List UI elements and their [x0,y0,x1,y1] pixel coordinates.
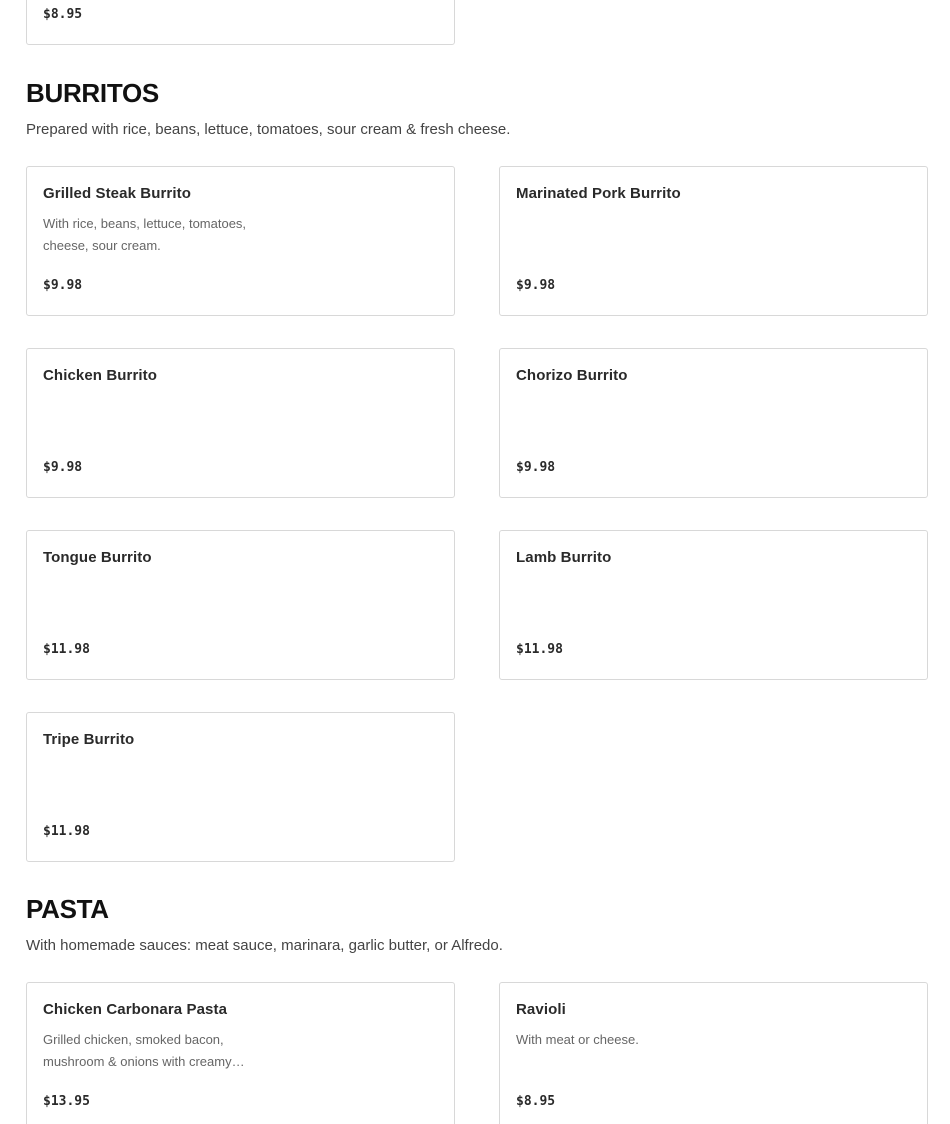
item-price: $8.95 [516,1094,556,1109]
item-description: With rice, beans, lettuce, tomatoes, cheese, sour cream. [43,216,247,253]
menu-item-card[interactable] [26,348,455,498]
menu-item-card[interactable] [26,530,455,680]
item-price: $11.98 [43,824,90,839]
section-title-pasta: PASTA [26,894,109,924]
menu-item-card[interactable] [499,348,928,498]
item-price: $11.98 [516,642,563,657]
item-name: Chicken Carbonara Pasta [43,1001,228,1018]
menu-item-card[interactable] [26,982,455,1124]
menu-item-card[interactable] [26,166,455,316]
section-description-burritos: Prepared with rice, beans, lettuce, tomatoes, sour cream & fresh cheese. [26,121,511,138]
item-name: Chorizo Burrito [516,367,628,384]
menu-item-card[interactable] [26,0,455,45]
item-name: Grilled Steak Burrito [43,185,191,202]
menu-item-card[interactable] [26,712,455,862]
section-description-pasta: With homemade sauces: meat sauce, marinara, garlic butter, or Alfredo. [26,937,503,954]
item-price: $9.98 [43,460,83,475]
section-title-burritos: BURRITOS [26,78,159,108]
item-description: With meat or cheese. [516,1032,639,1047]
item-name: Marinated Pork Burrito [516,185,681,202]
item-name: Tongue Burrito [43,549,152,566]
menu-item-card[interactable] [499,166,928,316]
item-price: $11.98 [43,642,90,657]
item-price: $13.95 [43,1094,90,1109]
menu-item-card[interactable] [499,530,928,680]
menu-item-card[interactable] [499,982,928,1124]
item-price: $9.98 [516,460,556,475]
item-name: Ravioli [516,1001,566,1018]
item-name: Tripe Burrito [43,731,135,748]
item-name: Lamb Burrito [516,549,612,566]
item-price: $9.98 [516,278,556,293]
item-name: Chicken Burrito [43,367,158,384]
item-price: $8.95 [43,7,83,22]
item-description: Grilled chicken, smoked bacon, mushroom & onions with creamy… [43,1032,245,1069]
item-price: $9.98 [43,278,83,293]
